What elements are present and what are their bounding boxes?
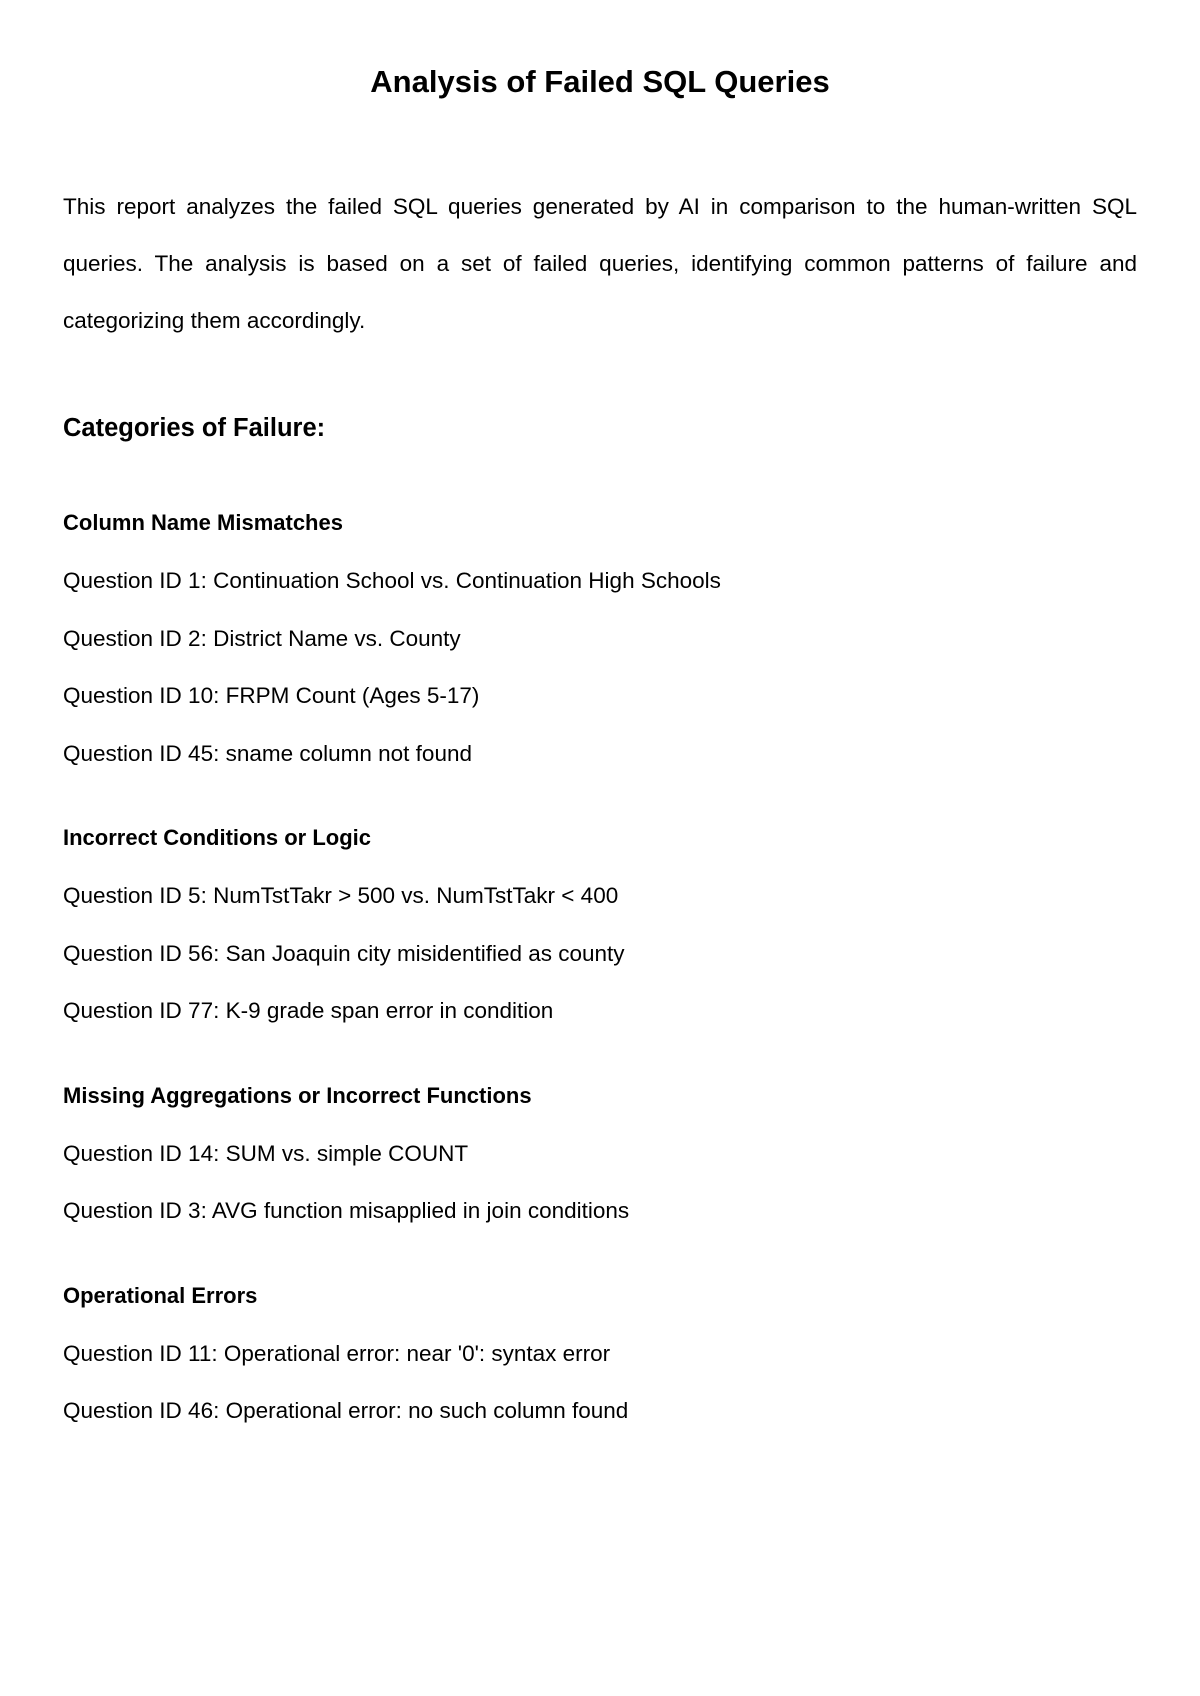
- section-title-text: Incorrect Conditions or Logic: [63, 825, 372, 850]
- page-title: Analysis of Failed SQL Queries: [370, 64, 830, 99]
- list-item: Question ID 5: NumTstTakr > 500 vs. NumTstTakr < 400: [63, 883, 619, 908]
- section-column-name-mismatches: [63, 494, 1137, 782]
- list-item: Question ID 3: AVG function misapplied in join conditions: [63, 1198, 630, 1223]
- section-title: [63, 1067, 1137, 1125]
- list-item: Question ID 2: District Name vs. County: [63, 625, 461, 651]
- question-list: [63, 867, 1137, 1040]
- list-item: Question ID 14: SUM vs. simple COUNT: [63, 1140, 469, 1166]
- intro-paragraph: This report analyzes the failed SQL queries generated by AI in comparison to the human-written SQL queries. The analysis is based on a set of failed queries, identifying common patterns of failure and categorizing them accordingly.: [63, 194, 1137, 333]
- question-list: [63, 1125, 1137, 1240]
- list-item: Question ID 46: Operational error: no such column found: [63, 1398, 629, 1423]
- list-item: Question ID 77: K-9 grade span error in condition: [63, 998, 554, 1023]
- question-list: [63, 1325, 1137, 1440]
- section-missing-aggregations: [63, 1067, 1137, 1240]
- categories-heading: Categories of Failure:: [63, 414, 326, 442]
- list-item: Question ID 11: Operational error: near '0': syntax error: [63, 1340, 611, 1366]
- section-title-text: Operational Errors: [63, 1282, 258, 1308]
- section-title: [63, 494, 1137, 552]
- question-list: [63, 552, 1137, 782]
- section-title-text: Missing Aggregations or Incorrect Functions: [63, 1082, 532, 1108]
- section-operational-errors: [63, 1267, 1137, 1440]
- section-title-text: Column Name Mismatches: [63, 510, 343, 535]
- section-title: [63, 1267, 1137, 1325]
- section-title: [63, 809, 1137, 867]
- section-incorrect-conditions: [63, 809, 1137, 1040]
- failure-categories: [63, 494, 1137, 1467]
- list-item: Question ID 10: FRPM Count (Ages 5-17): [63, 683, 480, 708]
- list-item: Question ID 45: sname column not found: [63, 740, 472, 766]
- list-item: Question ID 56: San Joaquin city misidentified as county: [63, 940, 625, 966]
- list-item: Question ID 1: Continuation School vs. Continuation High Schools: [63, 568, 721, 593]
